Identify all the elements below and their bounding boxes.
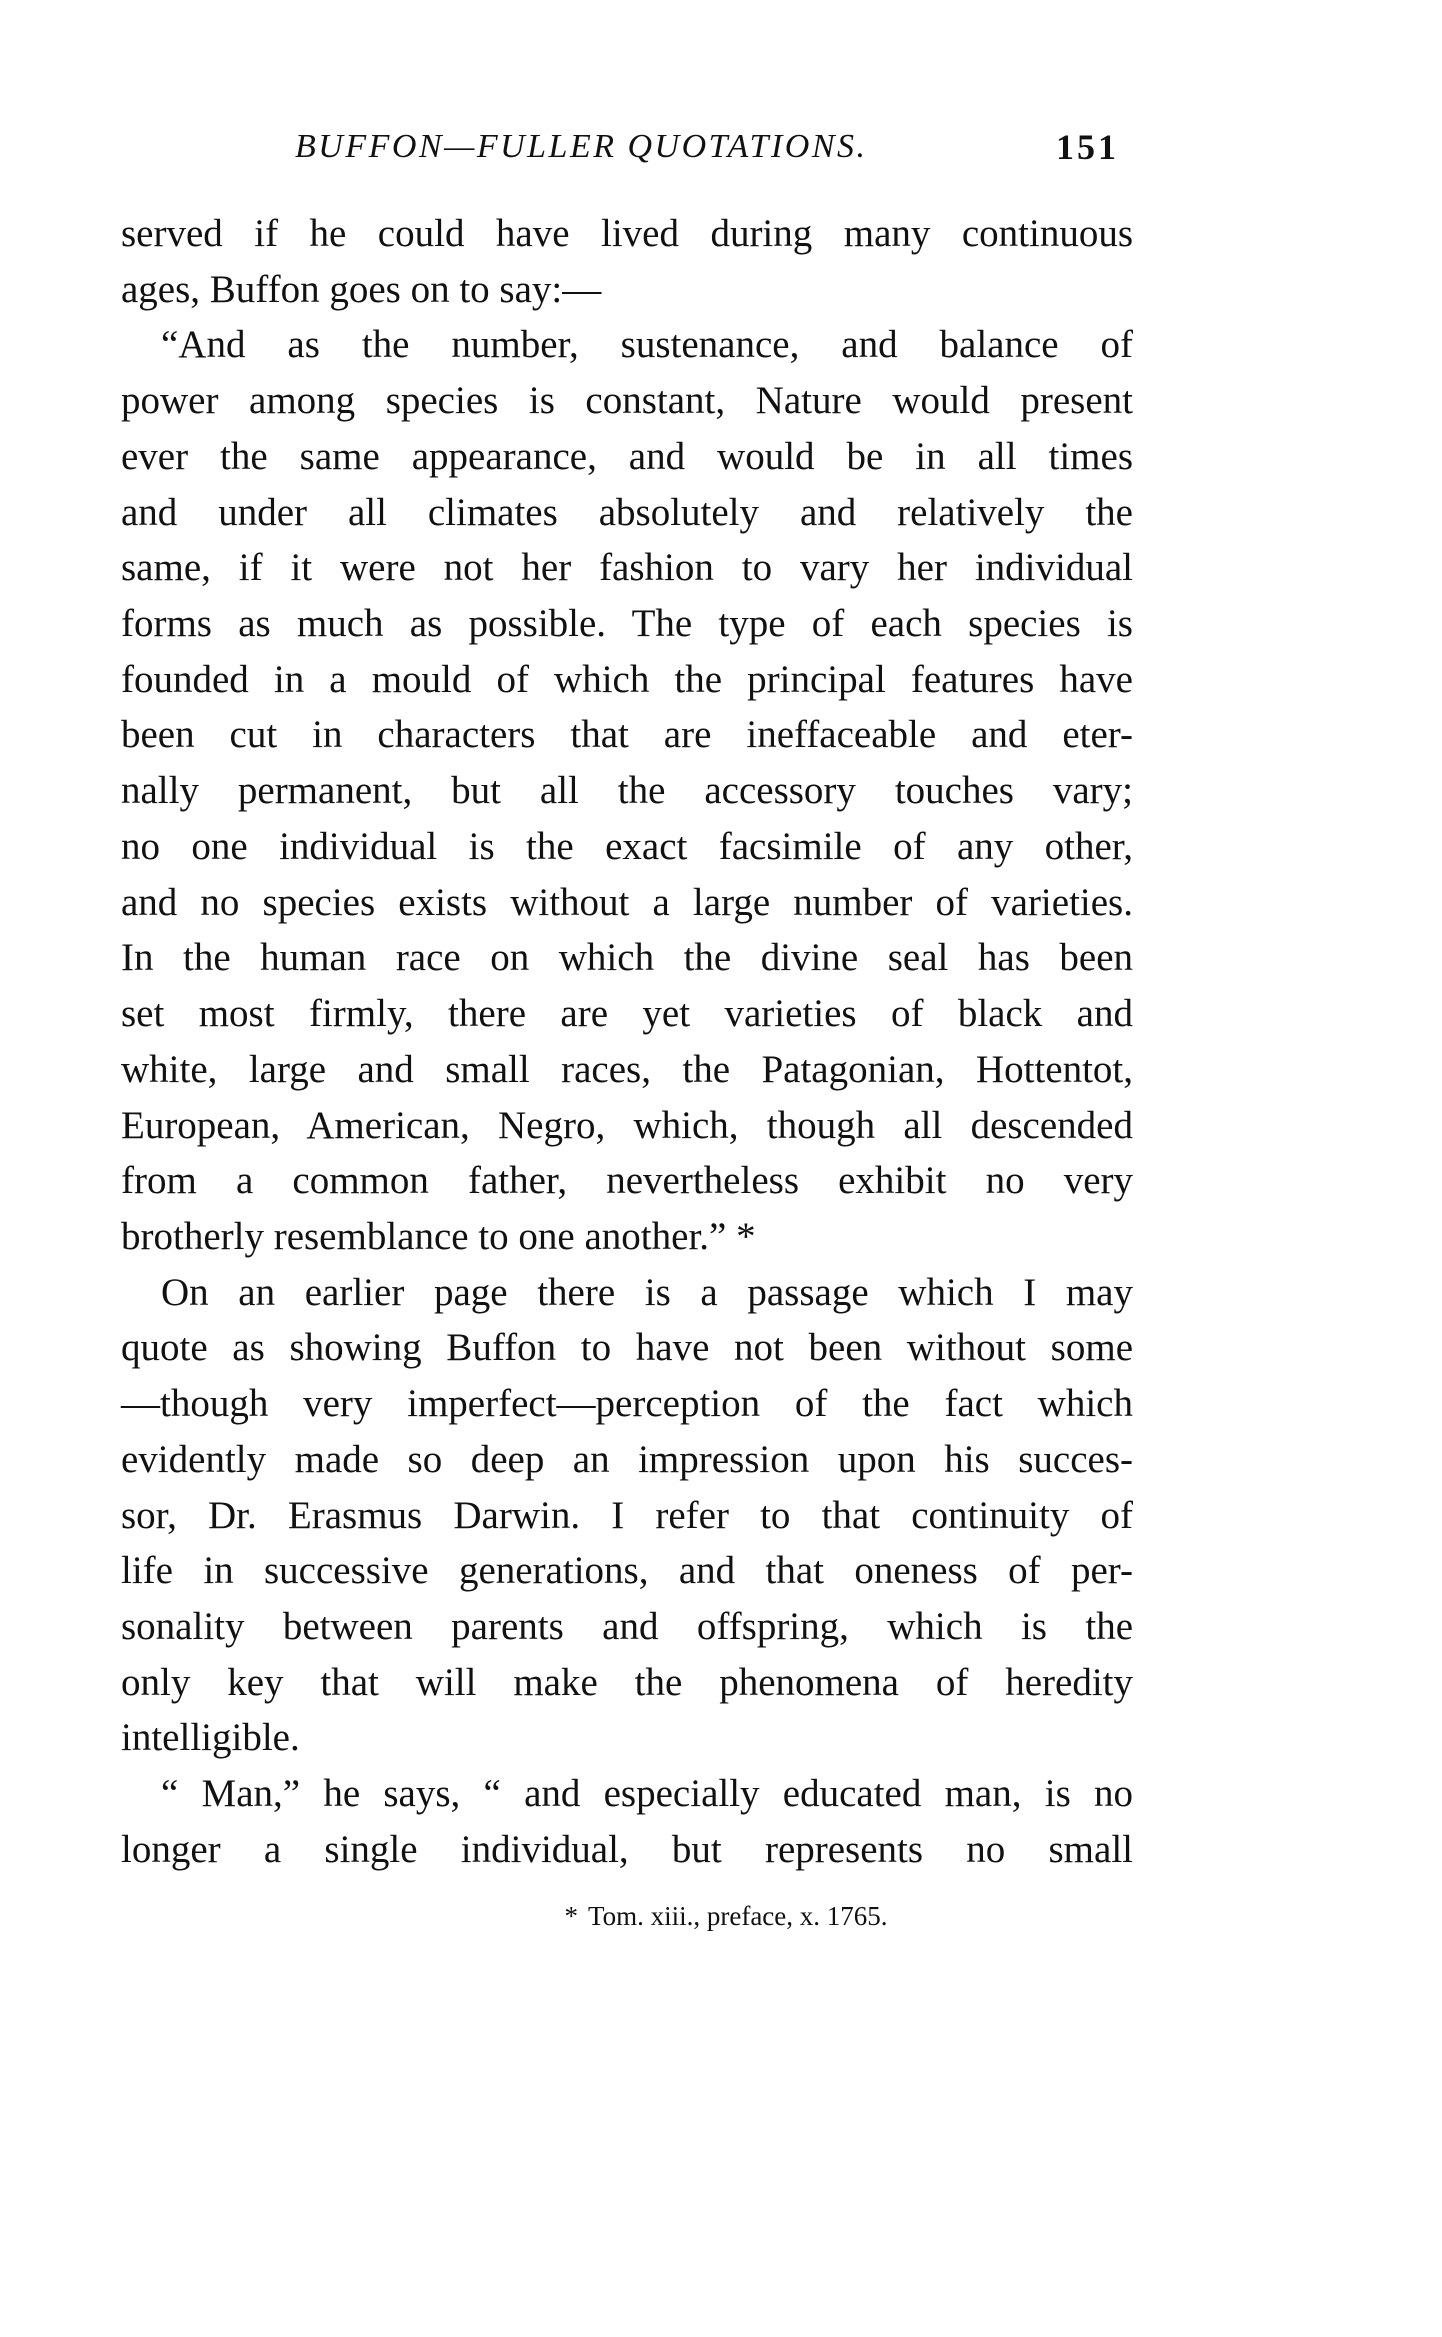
page-number: 151: [1056, 127, 1119, 167]
text-line: ages, Buffon goes on to say:—: [121, 267, 602, 311]
text-line: brotherly resemblance to one another.” *: [121, 1214, 756, 1258]
text-line: “ Man,” he says, “ and especially educated man, is no: [161, 1772, 1133, 1816]
running-title: BUFFON—FULLER QUOTATIONS.: [295, 128, 868, 165]
text-line: from a common father, nevertheless exhibit no very: [121, 1159, 1133, 1203]
text-line: In the human race on which the divine seal has been: [121, 936, 1133, 980]
running-head: [121, 124, 1133, 174]
text-line: no one individual is the exact facsimile of any other,: [121, 824, 1133, 868]
text-line: same, if it were not her fashion to vary her individual: [121, 546, 1133, 590]
text-line: only key that will make the phenomena of heredity: [121, 1660, 1133, 1704]
footnote-asterisk: *: [564, 1901, 578, 1931]
text-line: —though very imperfect—perception of the fact which: [121, 1382, 1133, 1426]
text-line: founded in a mould of which the principal features have: [121, 657, 1133, 701]
text-line: longer a single individual, but represents no small: [121, 1827, 1133, 1871]
text-line: European, American, Negro, which, though all descended: [121, 1103, 1133, 1147]
text-line: nally permanent, but all the accessory touches vary;: [121, 769, 1133, 813]
text-line: forms as much as possible. The type of each species is: [121, 602, 1133, 646]
text-line: “And as the number, sustenance, and balance of: [161, 323, 1133, 367]
text-line: sor, Dr. Erasmus Darwin. I refer to that continuity of: [121, 1493, 1133, 1537]
text-line: been cut in characters that are ineffaceable and eter-: [121, 713, 1133, 757]
text-line: served if he could have lived during many continuous: [121, 212, 1133, 255]
text-line: and no species exists without a large number of varieties.: [121, 880, 1133, 924]
footnote: [0, 1898, 1442, 1934]
text-line: white, large and small races, the Patagonian, Hottentot,: [121, 1047, 1133, 1091]
text-line: ever the same appearance, and would be in all times: [121, 434, 1133, 478]
text-line: evidently made so deep an impression upon his succes-: [121, 1437, 1133, 1481]
text-line: quote as showing Buffon to have not been without some: [121, 1326, 1133, 1370]
text-line: life in successive generations, and that oneness of per-: [121, 1549, 1133, 1593]
text-line: sonality between parents and offspring, which is the: [121, 1604, 1133, 1648]
text-line: set most firmly, there are yet varieties of black and: [121, 992, 1133, 1036]
body-text: [121, 206, 1133, 1878]
text-line: On an earlier page there is a passage which I may: [161, 1270, 1133, 1314]
text-line: power among species is constant, Nature would present: [121, 379, 1133, 423]
text-line: and under all climates absolutely and relatively the: [121, 490, 1133, 534]
text-line: intelligible.: [121, 1716, 300, 1760]
footnote-text: Tom. xiii., preface, x. 1765.: [587, 1901, 888, 1931]
